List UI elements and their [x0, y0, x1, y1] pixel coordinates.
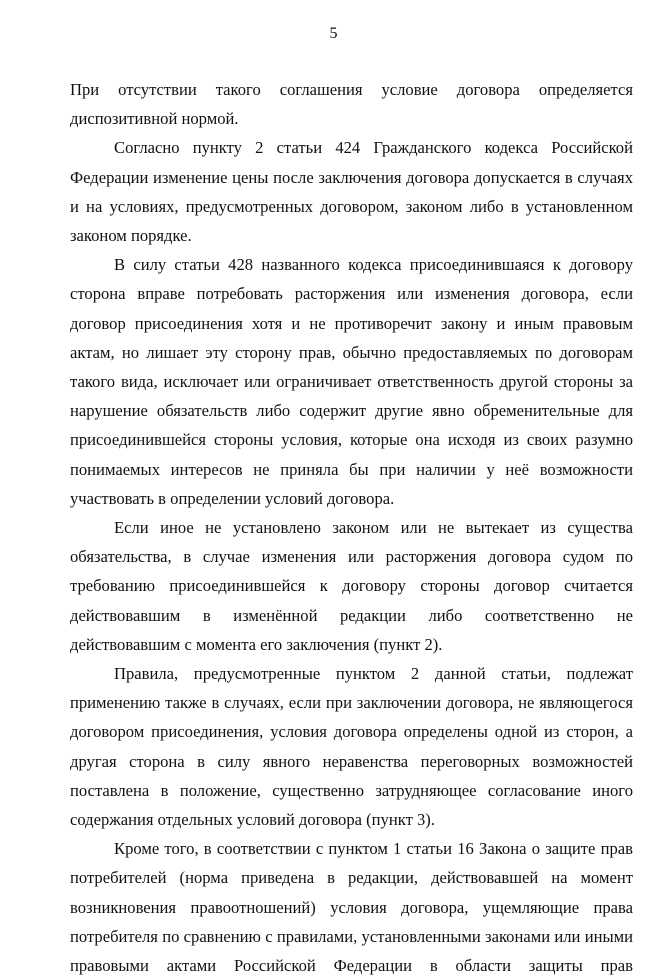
document-body: [70, 75, 633, 980]
paragraph-6: Кроме того, в соответствии с пунктом 1 статьи 16 Закона о защите прав потребителей (норма приведена в редакции, действовавшей на момент возникновения правоотношений) условия договора, ущемляющие права потребителя по сравнению с правилами, установленными законами или иными правовыми актами Российской Федерации в области защиты прав: [70, 839, 633, 976]
page-number: 5: [329, 25, 338, 42]
paragraph-3: В силу статьи 428 названного кодекса присоединившаяся к договору сторона вправе потребовать расторжения или изменения договора, если договор присоединения хотя и не противоречит закону и иным правовым актам, но лишает эту сторону прав, обычно предоставляемых по договорам такого вида, исключает или ограничивает ответственность другой стороны за нарушение обязательств либо содержит другие явно обременительные для присоединившейся стороны условия, которые она исходя из своих разумно понимаемых интересов не приняла бы при наличии у неё возможности участвовать в определении условий договора.: [70, 255, 633, 508]
paragraph-4: Если иное не установлено законом или не вытекает из существа обязательства, в случае изменения или расторжения договора судом по требованию присоединившейся к договору стороны договор считается действовавшим в изменённой редакции либо соответственно не действовавшим с момента его заключения (пункт 2).: [70, 518, 633, 654]
paragraph-1: При отсутствии такого соглашения условие договора определяется диспозитивной нормой.: [70, 80, 633, 129]
paragraph-2: Согласно пункту 2 статьи 424 Гражданского кодекса Российской Федерации изменение цены после заключения договора допускается в случаях и на условиях, предусмотренных договором, законом либо в установленном законом порядке.: [70, 138, 633, 246]
paragraph-5: Правила, предусмотренные пунктом 2 данной статьи, подлежат применению также в случаях, если при заключении договора, не являющегося договором присоединения, условия договора определены одной из сторон, а другая сторона в силу явного неравенства переговорных возможностей поставлена в положение, существенно затрудняющее согласование иного содержания отдельных условий договора (пункт 3).: [70, 664, 633, 830]
